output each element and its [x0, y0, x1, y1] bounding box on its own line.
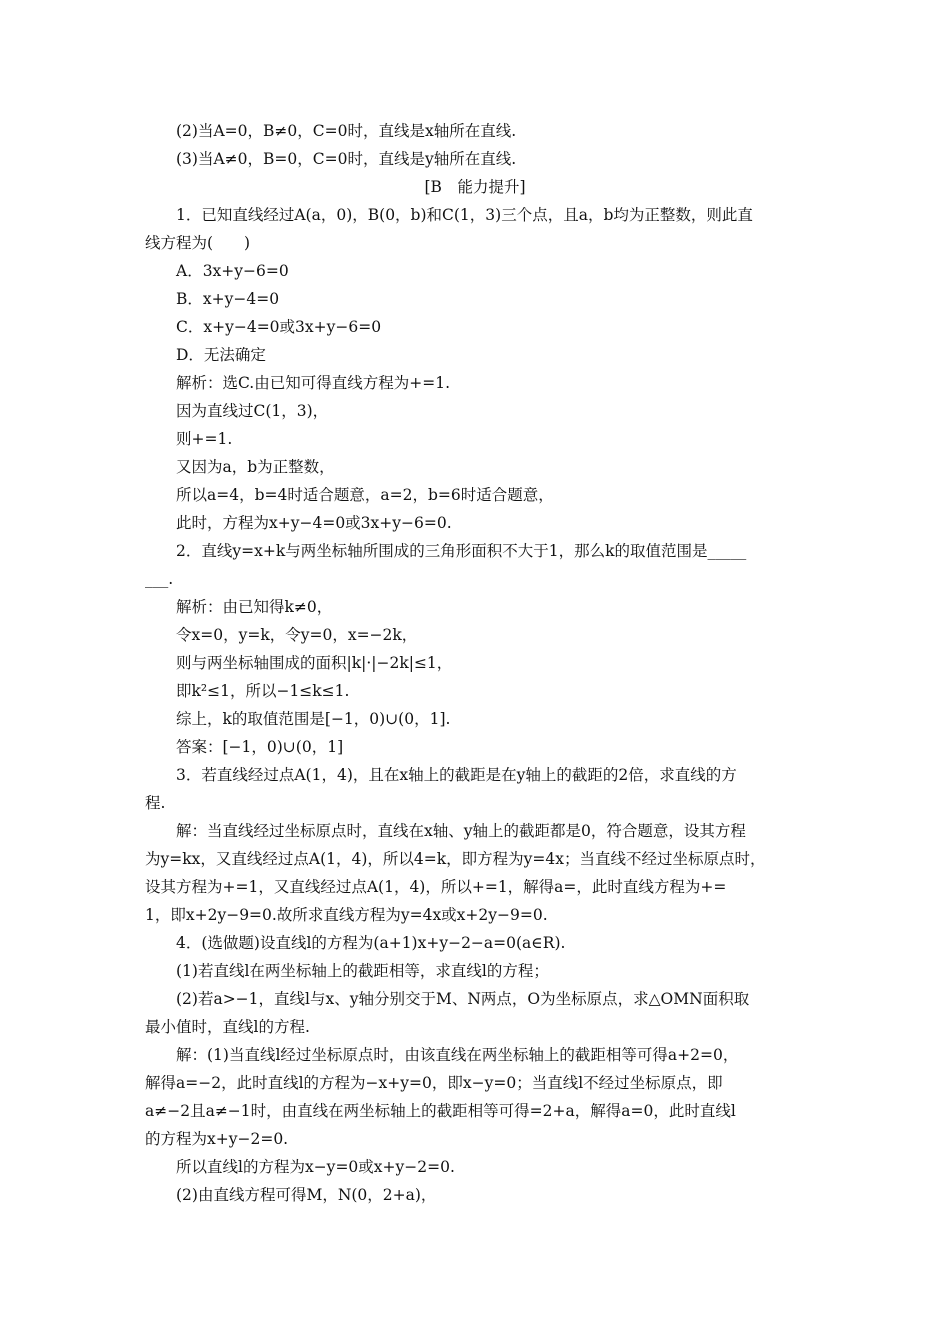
solution-text: 则与两坐标轴围成的面积|k|·|−2k|≤1，: [176, 654, 453, 672]
solution-text: 解得a=−2，此时直线l的方程为−x+y=0，即x−y=0；当直线l不经过坐标原点，即: [145, 1074, 723, 1092]
solution-text: 此时，方程为x+y−4=0或3x+y−6=0.: [176, 514, 452, 532]
text-line: (3)当A≠0，B=0，C=0时，直线是y轴所在直线.: [176, 150, 517, 168]
option-a: A．3x+y−6=0: [176, 262, 289, 280]
solution-text: 令x=0，y=k，令y=0，x=−2k，: [176, 626, 418, 644]
solution-text: 所以a=4，b=4时适合题意，a=2，b=6时适合题意，: [176, 486, 554, 504]
question-text: (1)若直线l在两坐标轴上的截距相等，求直线l的方程；: [176, 962, 549, 980]
solution-text: 则+=1.: [176, 430, 233, 448]
solution-text: 为y=kx，又直线经过点A(1，4)，所以4=k，即方程为y=4x；当直线不经过坐标原点时，: [145, 850, 766, 868]
solution-text: 解：当直线经过坐标原点时，直线在x轴、y轴上的截距都是0，符合题意，设其方程: [176, 822, 746, 840]
question-text: 程.: [145, 794, 166, 812]
solution-text: 即k²≤1，所以−1≤k≤1.: [176, 682, 350, 700]
question-text: 最小值时，直线l的方程.: [145, 1018, 310, 1036]
solution-text: 又因为a，b为正整数，: [176, 458, 335, 476]
answer-text: 答案：[−1，0)∪(0，1]: [176, 738, 344, 756]
solution-text: 的方程为x+y−2=0.: [145, 1130, 289, 1148]
question-text: ___.: [145, 570, 174, 588]
solution-text: a≠−2且a≠−1时，由直线在两坐标轴上的截距相等可得=2+a，解得a=0，此时直线l: [145, 1102, 736, 1120]
question-text: 4．(选做题)设直线l的方程为(a+1)x+y−2−a=0(a∈R).: [176, 934, 566, 952]
solution-text: (2)由直线方程可得M，N(0，2+a)，: [176, 1186, 437, 1204]
solution-text: 解析：由已知得k≠0，: [176, 598, 333, 616]
solution-text: 解析：选C.由已知可得直线方程为+=1.: [176, 374, 450, 392]
solution-text: 设其方程为+=1，又直线经过点A(1，4)，所以+=1，解得a=，此时直线方程为+=: [145, 878, 727, 896]
option-c: C．x+y−4=0或3x+y−6=0: [176, 318, 382, 336]
option-d: D．无法确定: [176, 346, 266, 364]
solution-text: 因为直线过C(1，3)，: [176, 402, 329, 420]
section-heading: [B 能力提升]: [424, 178, 526, 196]
text-line: (2)当A=0，B≠0，C=0时，直线是x轴所在直线.: [176, 122, 517, 140]
question-text: 1．已知直线经过A(a，0)，B(0，b)和C(1，3)三个点，且a，b均为正整数，则此直: [176, 206, 753, 224]
question-text: (2)若a>−1，直线l与x、y轴分别交于M、N两点，O为坐标原点，求△OMN面积取: [176, 990, 750, 1008]
question-text: 线方程为( ): [145, 234, 251, 252]
question-text: 2．直线y=x+k与两坐标轴所围成的三角形面积不大于1，那么k的取值范围是_____: [176, 542, 747, 560]
solution-text: 解：(1)当直线l经过坐标原点时，由该直线在两坐标轴上的截距相等可得a+2=0，: [176, 1046, 739, 1064]
solution-text: 所以直线l的方程为x−y=0或x+y−2=0.: [176, 1158, 455, 1176]
solution-text: 1，即x+2y−9=0.故所求直线方程为y=4x或x+2y−9=0.: [145, 906, 548, 924]
question-text: 3．若直线经过点A(1，4)，且在x轴上的截距是在y轴上的截距的2倍，求直线的方: [176, 766, 737, 784]
solution-text: 综上，k的取值范围是[−1，0)∪(0，1].: [176, 710, 451, 728]
option-b: B．x+y−4=0: [176, 290, 280, 308]
